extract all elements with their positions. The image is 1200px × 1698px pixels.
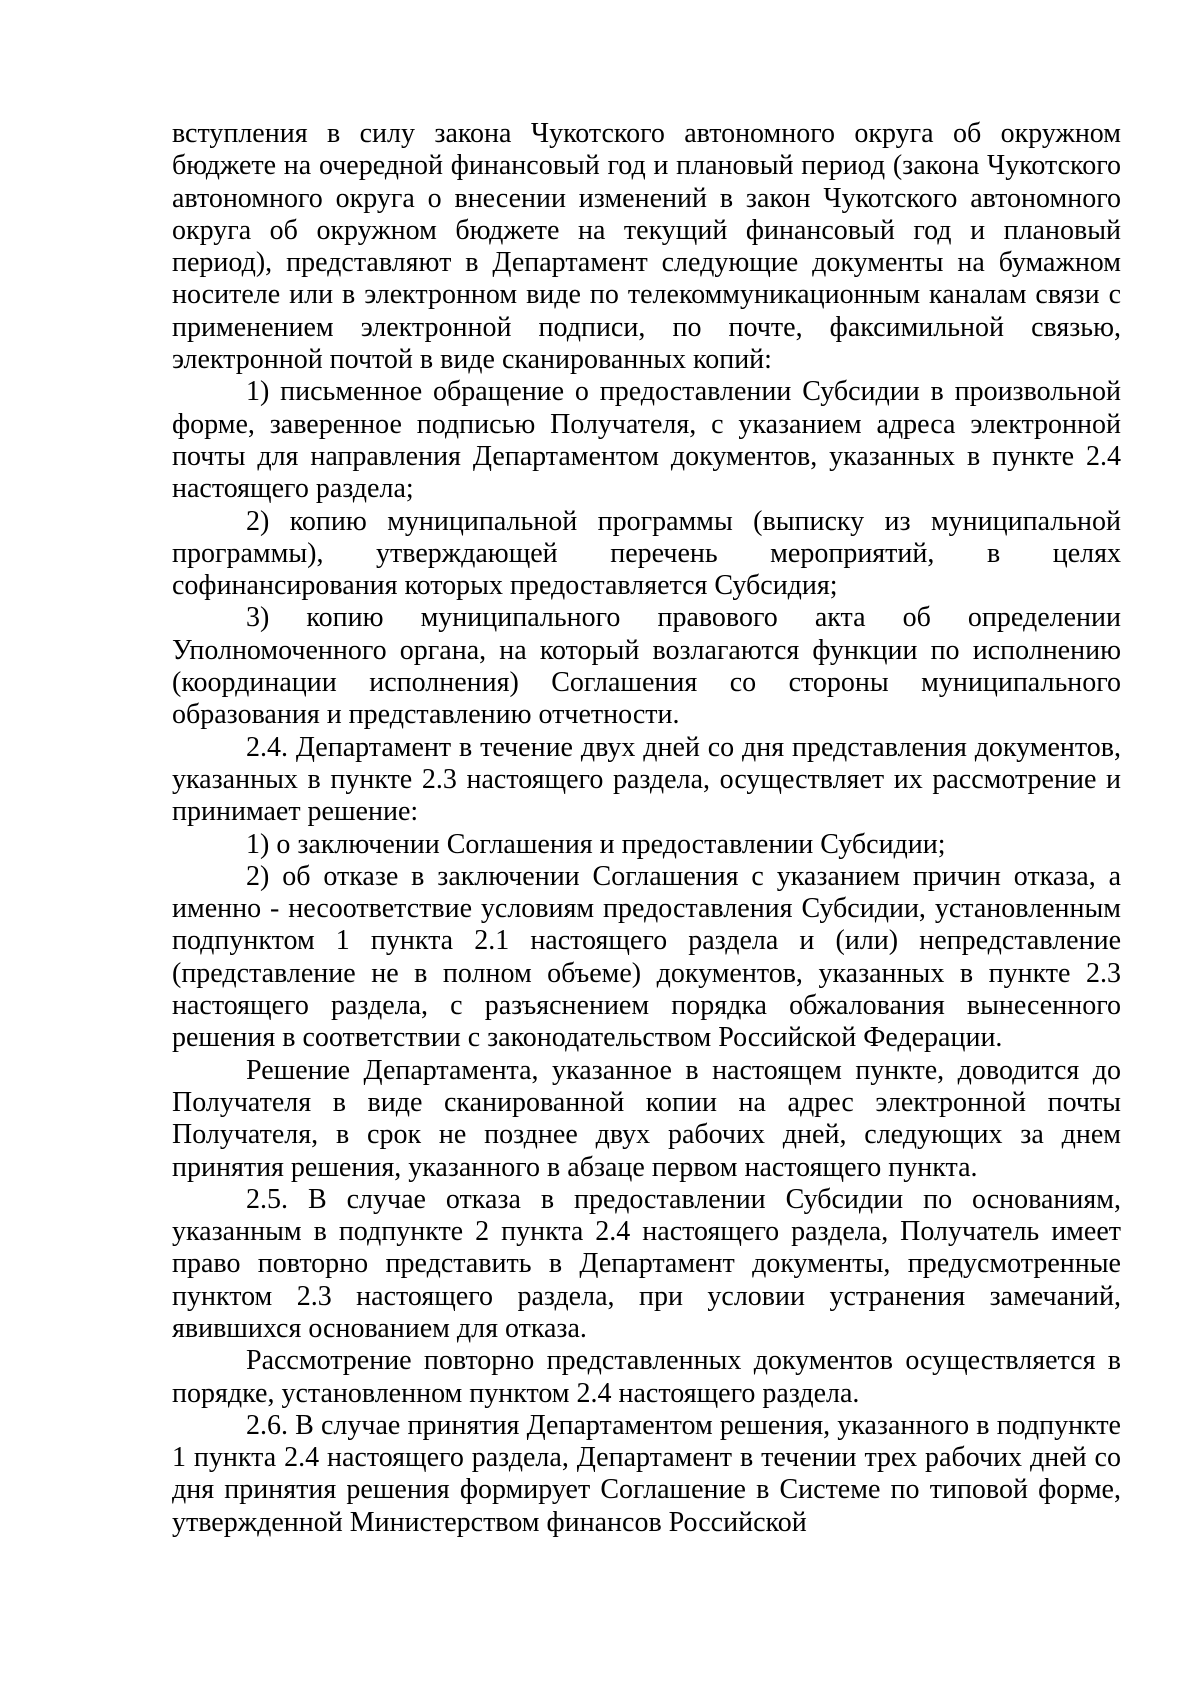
paragraph-clause-2-4: 2.4. Департамент в течение двух дней со дня представления документов, указанных в пункте 2.3 настоящего раздела, осуществляет их рассмотрение и принимает решение: [172,731,1121,828]
paragraph-decision-2: 2) об отказе в заключении Соглашения с указанием причин отказа, а именно - несоответствие условиям предоставления Субсидии, установленным подпунктом 1 пункта 2.1 настоящего раздела и (или) непредставление (представление не в полном объеме) документов, указанных в пункте 2.3 настоящего раздела, с разъяснением порядка обжалования вынесенного решения в соответствии с законодательством Российской Федерации. [172,860,1121,1054]
paragraph-item-3: 3) копию муниципального правового акта об определении Уполномоченного органа, на который возлагаются функции по исполнению (координации исполнения) Соглашения со стороны муниципального образования и представлению отчетности. [172,602,1121,731]
paragraph-decision-1: 1) о заключении Соглашения и предоставлении Субсидии; [246,828,946,860]
paragraph-clause-2-5: 2.5. В случае отказа в предоставлении Субсидии по основаниям, указанным в подпункте 2 пункта 2.4 настоящего раздела, Получатель имеет право повторно представить в Департамент документы, предусмотренные пунктом 2.3 настоящего раздела, при условии устранения замечаний, явившихся основанием для отказа. [172,1183,1121,1344]
document-page [172,118,1121,1539]
paragraph-continuation: вступления в силу закона Чукотского автономного округа об окружном бюджете на очередной финансовый год и плановый период (закона Чукотского автономного округа о внесении изменений в закон Чукотского автономного округа об окружном бюджете на текущий финансовый год и плановый период), представляют в Департамент следующие документы на бумажном носителе или в электронном виде по телекоммуникационным каналам связи с применением электронной подписи, по почте, факсимильной связью, электронной почтой в виде сканированных копий: [172,118,1121,376]
paragraph-clause-2-6: 2.6. В случае принятия Департаментом решения, указанного в подпункте 1 пункта 2.4 настоящего раздела, Департамент в течении трех рабочих дней со дня принятия решения формирует Соглашение в Системе по типовой форме, утвержденной Министерством финансов Российской [172,1409,1121,1538]
paragraph-item-1: 1) письменное обращение о предоставлении Субсидии в произвольной форме, заверенное подписью Получателя, с указанием адреса электронной почты для направления Департаментом документов, указанных в пункте 2.4 настоящего раздела; [172,376,1121,505]
paragraph-item-2: 2) копию муниципальной программы (выписку из муниципальной программы), утверждающей перечень мероприятий, в целях софинансирования которых предоставляется Субсидия; [172,505,1121,602]
paragraph-notice: Решение Департамента, указанное в настоящем пункте, доводится до Получателя в виде сканированной копии на адрес электронной почты Получателя, в срок не позднее двух рабочих дней, следующих за днем принятия решения, указанного в абзаце первом настоящего пункта. [172,1054,1121,1183]
paragraph-review: Рассмотрение повторно представленных документов осуществляется в порядке, установленном пунктом 2.4 настоящего раздела. [172,1345,1121,1409]
